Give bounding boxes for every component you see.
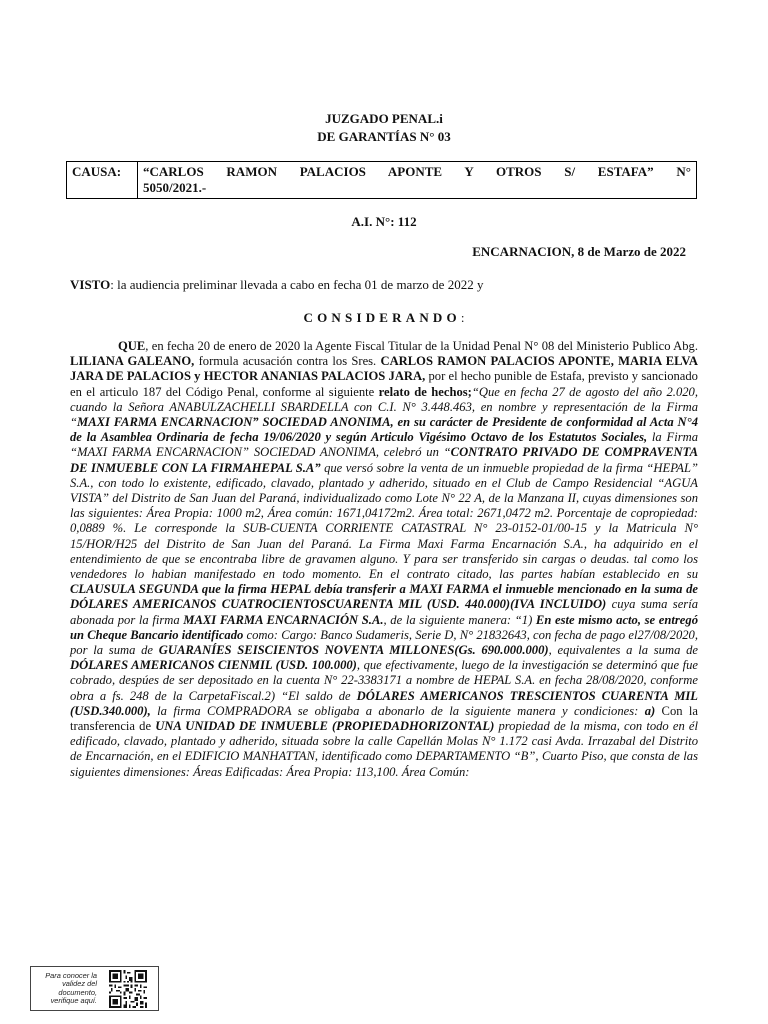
considerando-word: CONSIDERANDO [303, 310, 461, 325]
visto-line [70, 277, 483, 293]
text-run: UNA UNIDAD DE INMUEBLE (PROPIEDADHORIZONTAL) [155, 719, 495, 734]
text-run: MAXI FARMA ENCARNACION” SOCIEDAD ANONIMA, en su carácter de Presidente de conformidad al Acta N°4 de la Asamblea Ordinaria de fecha 19/06/2020 y según Articulo Vigésimo Octavo de los Estatutos Sociales, [70, 415, 698, 445]
text-run: cuya suma sería abonada por la firma [70, 597, 698, 627]
text-run: GUARANÍES SEISCIENTOS NOVENTA MILLONES(Gs. 690.000.000) [158, 643, 549, 658]
text-run: QUE [118, 339, 146, 353]
text-run: CLAUSULA SEGUNDA que la firma HEPAL debía transferir a MAXI FARMA el inmueble mencionado en la suma de DÓLARES AMERICANOS CUATROCIENTOSCUARENTA MIL (USD. 440.000)(IVA INCLUIDO) [70, 582, 698, 612]
causa-value-line2: 5050/2021.- [143, 180, 207, 195]
text-run: por el hecho punible de Estafa, previsto y sancionado en el articulo 187 del Código Penal, conforme al siguiente [70, 369, 698, 399]
text-run: formula acusación contra los Sres. [194, 354, 381, 369]
text-run: Con la transferencia de [70, 703, 698, 734]
text-run: DÓLARES AMERICANOS CIENMIL (USD. 100.000) [70, 658, 357, 673]
text-run: relato de hechos; [378, 384, 472, 399]
causa-label: CAUSA: [67, 162, 138, 199]
considerando-title [0, 310, 768, 326]
text-run: “Que en fecha 27 de agosto del año 2.020, cuando la Señora ANABULZACHELLI SBARDELLA con C.I. N° 3.448.463, en nombre y representación de la Firma “ [70, 384, 698, 430]
text-run: la Firma “MAXI FARMA ENCARNACION” SOCIEDAD ANONIMA, celebró un “ [70, 430, 698, 460]
text-run: MAXI FARMA ENCARNACIÓN S.A. [183, 612, 384, 627]
considerando-paragraph [70, 339, 698, 780]
visto-label: VISTO [70, 277, 111, 292]
document-date: ENCARNACION, 8 de Marzo de 2022 [472, 244, 686, 259]
considerando-colon: : [460, 310, 465, 325]
text-run: a) [644, 703, 656, 718]
text-run: CARLOS RAMON PALACIOS APONTE, MARIA ELVA JARA DE PALACIOS y HECTOR ANANIAS PALACIOS JARA, [70, 354, 698, 384]
ai-number: A.I. N°: 112 [351, 214, 417, 229]
text-run: LILIANA GALEANO, [70, 354, 195, 369]
text-run: , equivalentes a la suma de [548, 643, 698, 658]
text-run: la firma COMPRADORA se obligaba a abonarlo de la siguiente manera y condiciones: [150, 703, 645, 718]
text-run: , de la siguiente manera: “1) [383, 612, 536, 627]
text-run: CONTRATO PRIVADO DE COMPRAVENTA DE INMUEBLE CON LA FIRMAHEPAL S.A” [70, 445, 698, 475]
qr-code-icon[interactable] [109, 970, 147, 1008]
text-run: En este mismo acto, se entregó un Cheque Bancario identificado [70, 612, 698, 642]
text-run: , que efectivamente, luego de la investigación se determinó que fue cobrado, despúes de ser depositado en la cuenta N° 22-3383171 a nombre de HEPAL S.A. en fecha 28/08/2020, conforme obra a fs. 248 de la CarpetaFiscal.2) “El saldo de [70, 658, 698, 703]
causa-value-line1: “CARLOS RAMON PALACIOS APONTE Y OTROS S/ ESTAFA” N° [143, 164, 691, 179]
verification-box[interactable] [30, 966, 159, 1011]
text-run: propiedad de la misma, con todo en él edificado, clavado, plantado y adherido, situada sobre la calle Capellán Molas N° 1.172 casi Avda. Irrazabal del Distrito de Encarnación, en el EDIFICIO MANHATTAN, identificado como DEPARTAMENTO “B”, Cuarto Piso, que consta de las siguientes dimensiones: Áreas Edificadas: Área Propia: 113,100. Área Común: [70, 719, 698, 779]
causa-value [138, 162, 697, 199]
text-run: DÓLARES AMERICANOS TRESCIENTOS CUARENTA MIL (USD.340.000), [70, 688, 698, 718]
court-division: DE GARANTÍAS N° 03 [317, 129, 451, 144]
causa-table [66, 161, 697, 199]
text-run: que versó sobre la venta de un inmueble propiedad de la firma “HEPAL” S.A., con todo lo existente, edificado, clavado, plantado y adherido, situado en el Club de Campo Residencial “AGUA VISTA” del Distrito de San Juan del Paraná, individualizado como Lote N° 22 A, de la Manzana II, cuyas dimensiones son las siguientes: Área Propia: 1000 m2, Área común: 1671,04172m2. Área total: 2671,0472 m2. Porcentaje de copropiedad: 0,0889 %. Le corresponde la SUB-CUENTA CORRIENTE CATASTRAL N° 23-0152-01/00-15 y la Matricula N° 15/HOR/H25 del Distrito de San Juan del Paraná. La Firma Maxi Farma Encarnación S.A., ha adquirido en el entendimiento de que se encontraba libre de gravamen alguno. Y para ser transferido sin cargas o deudas. tal como los vendedores lo habian manifestado en todo momento. En el contrato citado, las partes habían establecido en su [70, 460, 698, 582]
visto-text: : la audiencia preliminar llevada a cabo en fecha 01 de marzo de 2022 y [110, 277, 484, 292]
text-run: , en fecha 20 de enero de 2020 la Agente Fiscal Titular de la Unidad Penal N° 08 del Ministerio Publico Abg. [145, 339, 698, 353]
text-run: como: Cargo: Banco Sudameris, Serie D, N° 21832643, con fecha de pago el27/08/2020, por la suma de [70, 627, 698, 658]
court-name: JUZGADO PENAL.i [325, 111, 443, 126]
verification-text: Para conocer la validez del documento, verifique aquí. [45, 971, 97, 1005]
